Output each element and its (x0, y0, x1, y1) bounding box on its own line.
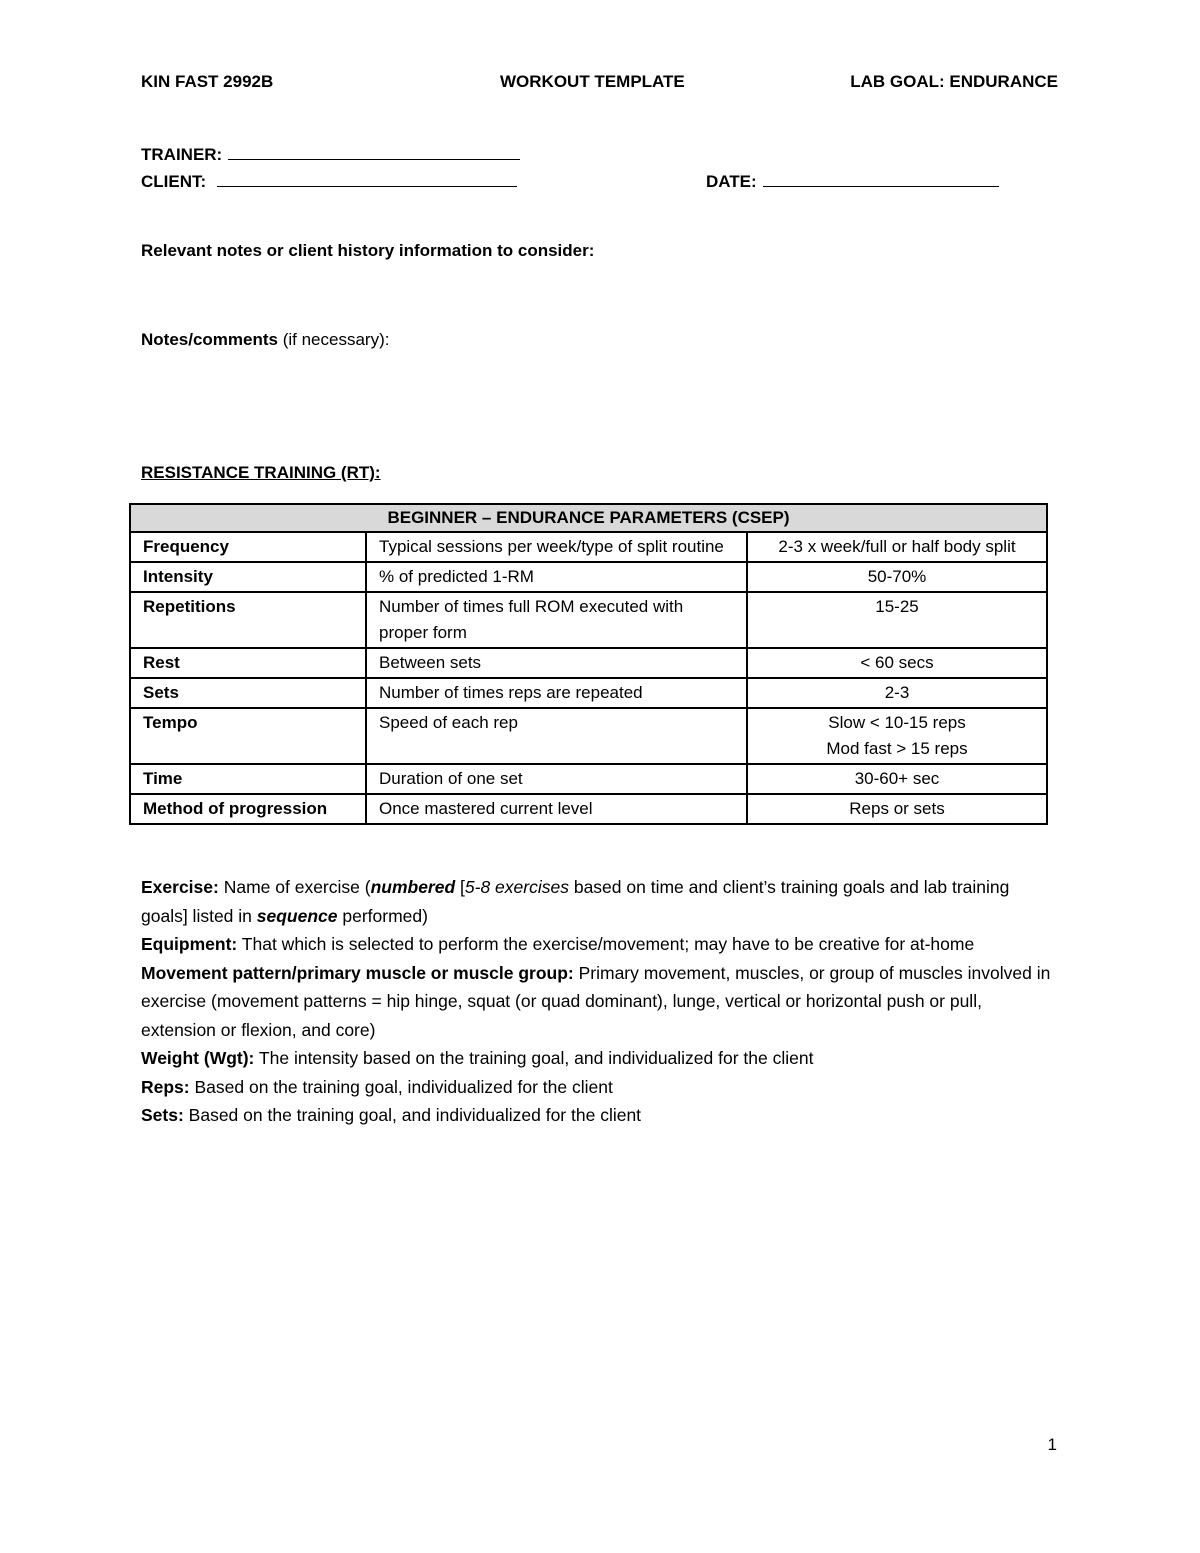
table-row (130, 648, 1047, 678)
param-value: Reps or sets (747, 794, 1047, 824)
definition-movement-pattern (141, 959, 1056, 1045)
definition-term: Weight (Wgt): (141, 1048, 255, 1068)
param-name: Frequency (130, 532, 366, 562)
param-value: < 60 secs (747, 648, 1047, 678)
table-row (130, 708, 1047, 764)
page-header (141, 72, 1058, 98)
param-name: Rest (130, 648, 366, 678)
param-description: Once mastered current level (366, 794, 747, 824)
course-code: KIN FAST 2992B (141, 72, 274, 91)
date-field (706, 172, 999, 192)
table-header-row (130, 504, 1047, 532)
definition-weight (141, 1044, 1056, 1073)
param-name: Method of progression (130, 794, 366, 824)
definition-sets (141, 1101, 1056, 1130)
trainer-blank-line[interactable] (228, 145, 520, 160)
param-name: Intensity (130, 562, 366, 592)
definition-text: based on time and client’s training goals and lab training goals] listed in (141, 877, 1010, 926)
notes-suffix: (if necessary): (277, 330, 390, 349)
table-row (130, 562, 1047, 592)
definition-text: Based on the training goal, individualized for the client (189, 1076, 613, 1097)
param-description: Between sets (366, 648, 747, 678)
definition-exercise (141, 873, 1056, 930)
definition-equipment (141, 930, 1056, 959)
trainer-label: TRAINER: (141, 145, 223, 164)
definition-text: The intensity based on the training goal, and individualized for the client (254, 1048, 814, 1068)
param-name: Tempo (130, 708, 366, 764)
table-row (130, 678, 1047, 708)
trainer-field (141, 145, 520, 165)
definition-text: performed) (337, 905, 428, 926)
definition-term: Equipment: (141, 934, 238, 954)
definition-term: Movement pattern/primary muscle or muscle group: (141, 962, 574, 983)
definition-text: Name of exercise ( (218, 877, 371, 897)
table-row (130, 592, 1047, 648)
param-description: Number of times reps are repeated (366, 678, 747, 708)
client-label: CLIENT: (141, 172, 207, 191)
param-name: Sets (130, 678, 366, 708)
definition-term: Sets: (141, 1105, 184, 1125)
client-blank-line[interactable] (217, 172, 517, 187)
tempo-modfast-value: Mod fast > 15 reps (826, 739, 968, 758)
page-number: 1 (1047, 1435, 1057, 1454)
param-name: Repetitions (130, 592, 366, 648)
param-value: 2-3 x week/full or half body split (747, 532, 1047, 562)
param-value: 30-60+ sec (747, 764, 1047, 794)
param-value (747, 708, 1047, 764)
relevant-notes-label: Relevant notes or client history information to consider: (141, 241, 595, 260)
document-title: WORKOUT TEMPLATE (500, 72, 685, 91)
definition-emphasis: sequence (256, 905, 338, 926)
param-description: Speed of each rep (366, 708, 747, 764)
notes-comments-label (141, 330, 389, 350)
date-blank-line[interactable] (763, 172, 999, 187)
param-value: 50-70% (747, 562, 1047, 592)
resistance-training-heading: RESISTANCE TRAINING (RT): (141, 463, 381, 482)
notes-label: Notes/comments (141, 330, 278, 349)
tempo-slow-value: Slow < 10-15 reps (828, 713, 966, 732)
table-row (130, 764, 1047, 794)
client-field (141, 172, 517, 192)
param-description: Typical sessions per week/type of split routine (366, 532, 747, 562)
table-row (130, 794, 1047, 824)
param-description: Number of times full ROM executed with proper form (366, 592, 747, 648)
param-name: Time (130, 764, 366, 794)
definition-text: That which is selected to perform the exercise/movement; may have to be creative for at-home (237, 934, 975, 954)
definition-text: Primary movement, muscles, or group of muscles involved in exercise (movement patterns = hip hinge, squat (or quad dominant), lunge, vertical or horizontal push or pull, extension or flexion, and core) (141, 962, 1051, 1040)
definition-reps (141, 1073, 1056, 1102)
table-title: BEGINNER – ENDURANCE PARAMETERS (CSEP) (130, 504, 1047, 532)
definition-text: [ (455, 877, 465, 897)
table-row (130, 532, 1047, 562)
definition-emphasis: numbered (370, 877, 456, 897)
lab-goal: LAB GOAL: ENDURANCE (850, 72, 1058, 91)
definition-term: Reps: (141, 1076, 190, 1097)
definition-text: Based on the training goal, and individualized for the client (183, 1105, 642, 1125)
date-label: DATE: (706, 172, 757, 191)
param-value: 15-25 (747, 592, 1047, 648)
param-description: % of predicted 1-RM (366, 562, 747, 592)
param-description: Duration of one set (366, 764, 747, 794)
definition-term: Exercise: (141, 877, 219, 897)
endurance-parameters-table (129, 503, 1048, 825)
param-value: 2-3 (747, 678, 1047, 708)
definitions-section (141, 873, 1056, 1130)
definition-emphasis: 5-8 exercises (464, 877, 569, 897)
